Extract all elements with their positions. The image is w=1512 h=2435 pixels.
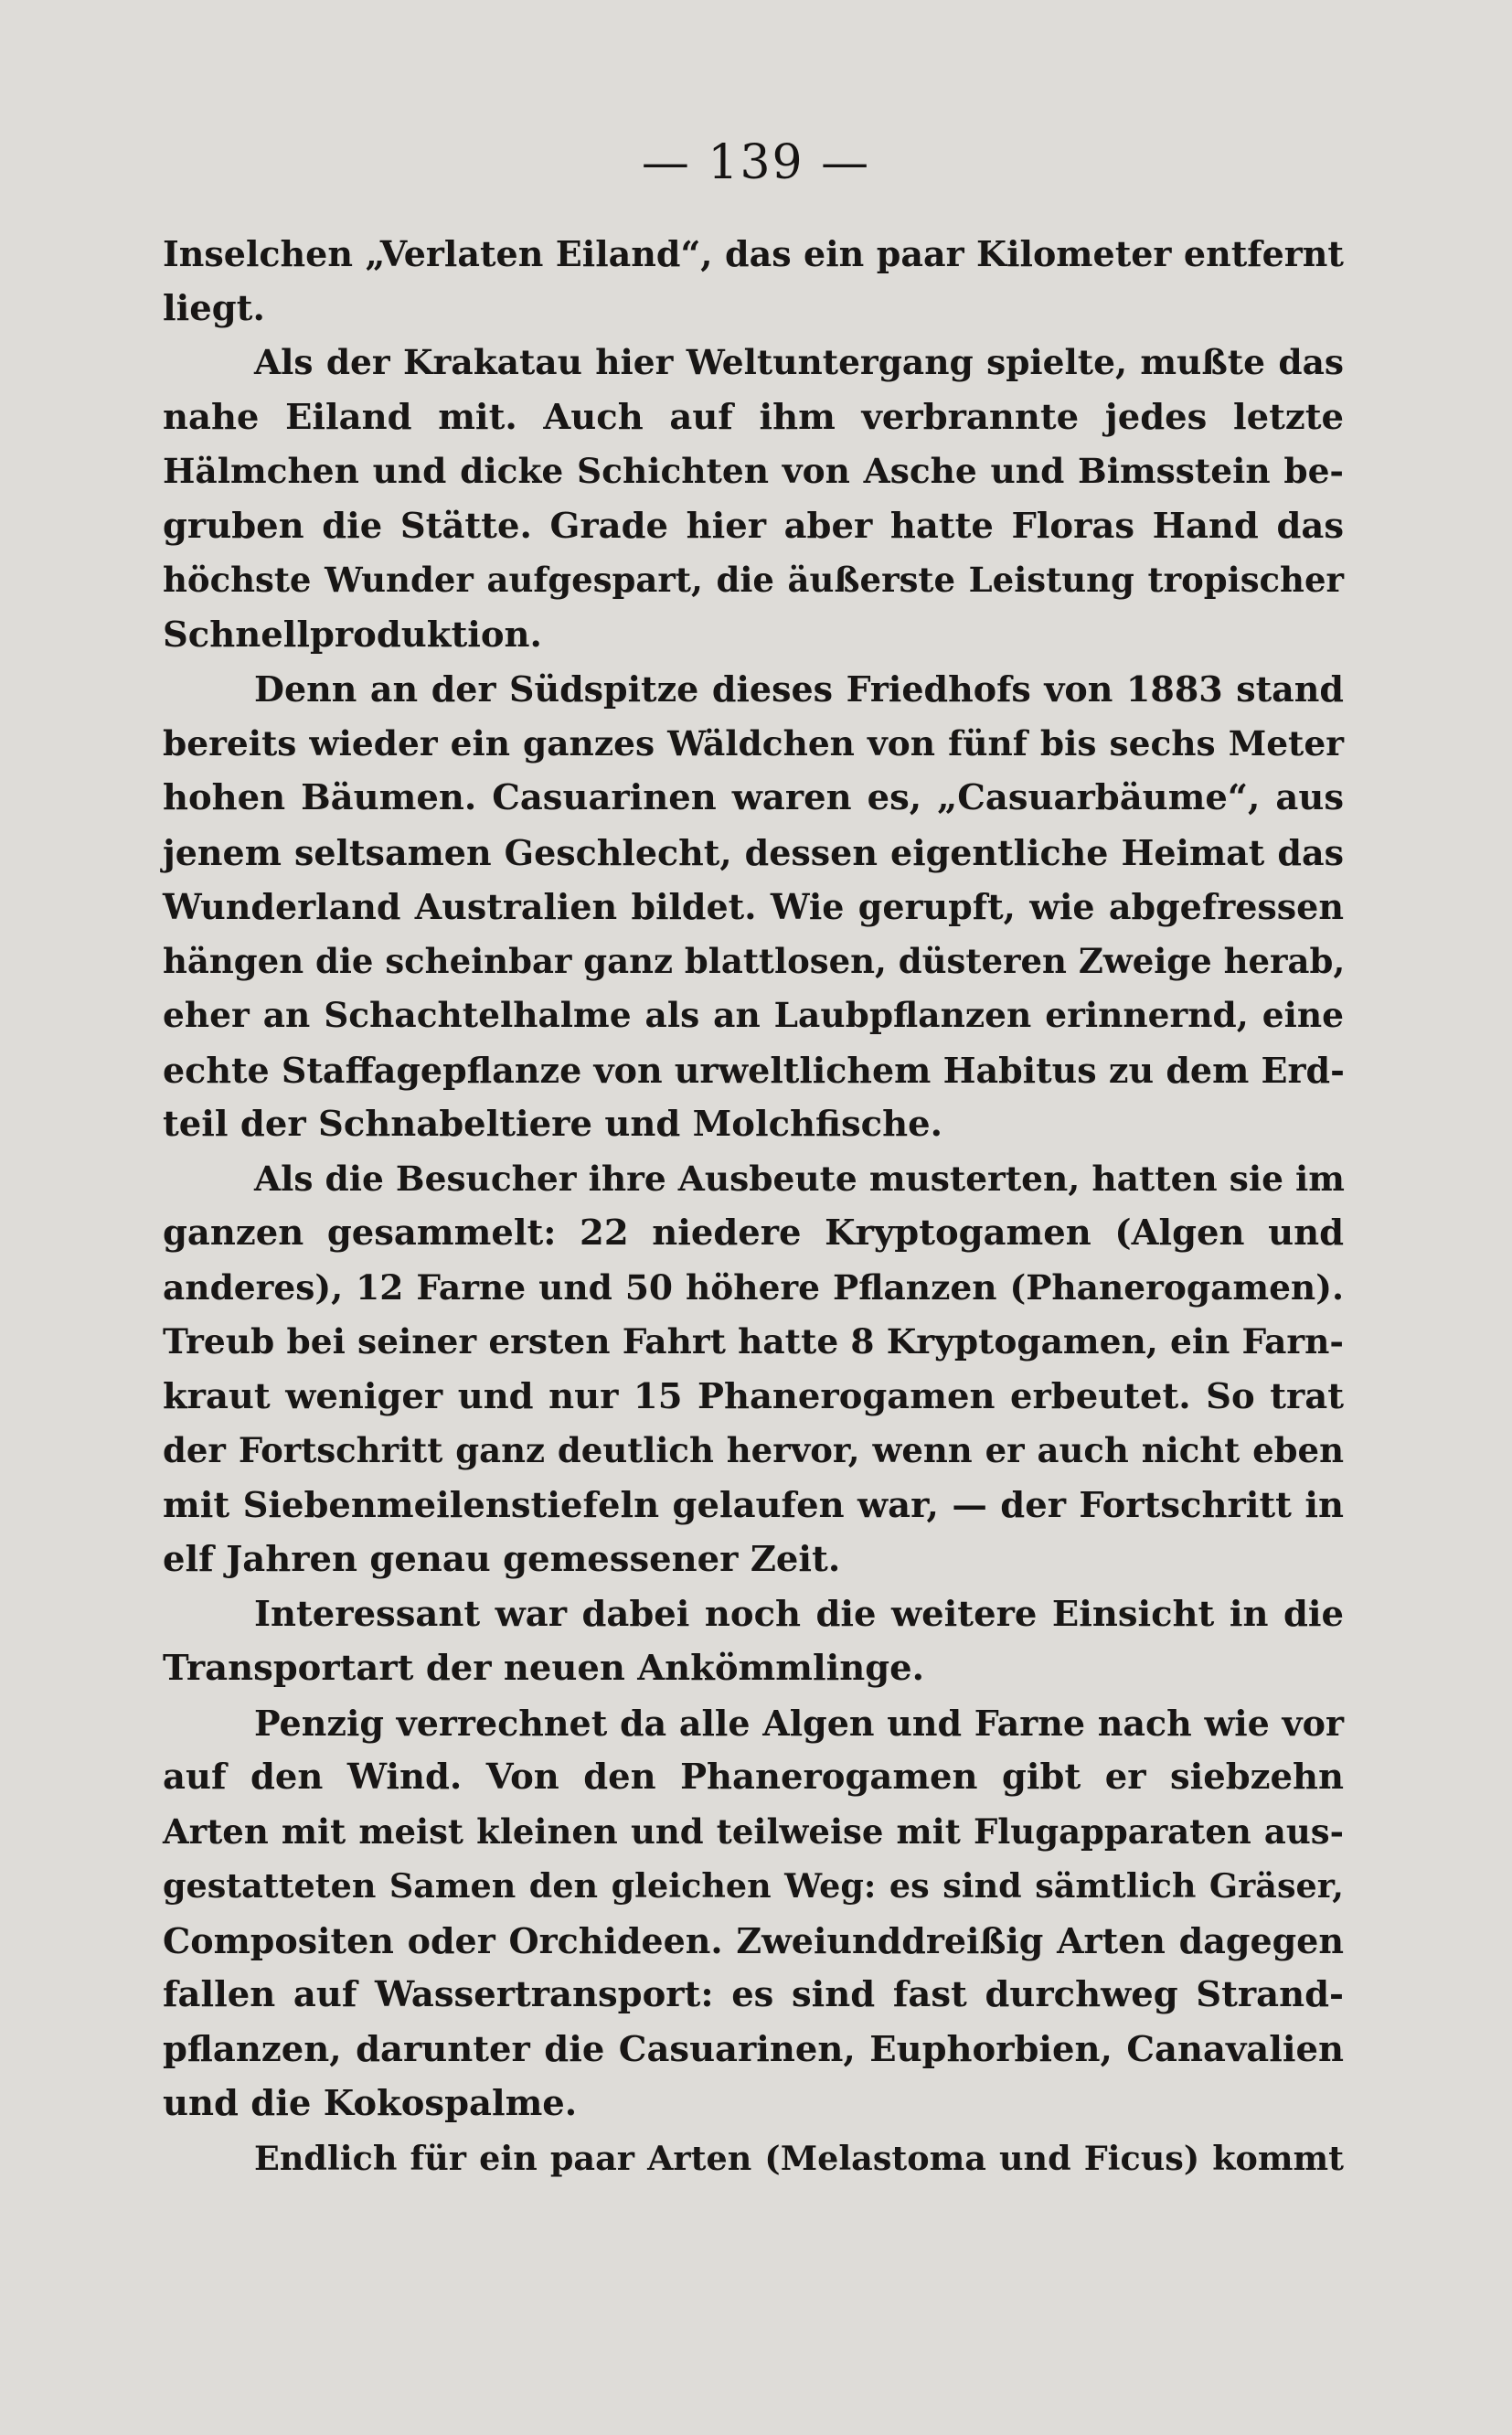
text-line: Als der Krakatau hier Weltuntergang spielte, mußte das (254, 342, 1344, 382)
text-line: nahe Eiland mit. Auch auf ihm verbrannte jedes letzte (163, 396, 1344, 438)
text-line: mit Siebenmeilenstiefeln gelaufen war, — der Fortschritt in (163, 1484, 1344, 1526)
text-line: und die Kokospalme. (163, 2083, 578, 2124)
text-line: Penzig verrechnet da alle Algen und Farne nach wie vor (254, 1702, 1344, 1744)
text-line: Hälmchen und dicke Schichten von Asche und Bimsstein be- (163, 451, 1344, 491)
text-line: Compositen oder Orchideen. Zweiunddreißig Arten dagegen (163, 1919, 1344, 1961)
body-text (163, 227, 1344, 2185)
text-line: Schnellproduktion. (163, 614, 542, 656)
text-line: Inselchen „Verlaten Eiland“, das ein paar Kilometer entfernt (163, 233, 1344, 274)
text-line: Denn an der Südspitze dieses Friedhofs von 1883 stand (254, 668, 1344, 710)
text-line: hohen Bäumen. Casuarinen waren es, „Casuarbäume“, aus (163, 777, 1344, 818)
text-line: fallen auf Wassertransport: es sind fast durchweg Strand- (163, 1974, 1344, 2015)
text-line: Endlich für ein paar Arten (Melastoma und Ficus) kommt (254, 2138, 1344, 2178)
text-line: kraut weniger und nur 15 Phanerogamen erbeutet. So trat (163, 1375, 1344, 1417)
text-line: anderes), 12 Farne und 50 höhere Pflanzen (Phanerogamen). (163, 1266, 1344, 1308)
text-line: bereits wieder ein ganzes Wäldchen von fünf bis sechs Meter (163, 722, 1344, 764)
text-line: der Fortschritt ganz deutlich hervor, wenn er auch nicht eben (163, 1430, 1344, 1470)
text-line: Arten mit meist kleinen und teilweise mit Flugapparaten aus- (163, 1810, 1344, 1852)
page-number: — 139 — (641, 135, 871, 190)
text-line: hängen die scheinbar ganz blattlosen, düsteren Zweige herab, (163, 940, 1346, 981)
text-line: Wunderland Australien bildet. Wie gerupft, wie abgefressen (163, 886, 1344, 927)
text-line: Treub bei seiner ersten Fahrt hatte 8 Kryptogamen, ein Farn- (163, 1321, 1344, 1362)
text-line: jenem seltsamen Geschlecht, dessen eigentliche Heimat das (163, 831, 1344, 873)
text-line: Als die Besucher ihre Ausbeute musterten, hatten sie im (254, 1158, 1345, 1199)
text-line: echte Staffagepflanze von urweltlichem Habitus zu dem Erd- (163, 1049, 1345, 1091)
text-line: liegt. (163, 287, 265, 329)
text-line: gruben die Stätte. Grade hier aber hatte Floras Hand das (163, 505, 1344, 547)
text-line: elf Jahren genau gemessener Zeit. (163, 1539, 841, 1580)
text-line: pflanzen, darunter die Casuarinen, Euphorbien, Canavalien (163, 2028, 1344, 2070)
text-line: Interessant war dabei noch die weitere Einsicht in die (254, 1593, 1344, 1635)
text-line: Transportart der neuen Ankömmlinge. (163, 1648, 925, 1689)
text-line: teil der Schnabeltiere und Molchfische. (163, 1104, 942, 1145)
text-line: ganzen gesammelt: 22 niedere Kryptogamen (Algen und (163, 1212, 1344, 1254)
text-line: gestatteten Samen den gleichen Weg: es sind sämtlich Gräser, (163, 1866, 1344, 1906)
text-line: höchste Wunder aufgespart, die äußerste Leistung tropischer (163, 560, 1344, 600)
text-line: auf den Wind. Von den Phanerogamen gibt er siebzehn (163, 1757, 1344, 1798)
text-line: eher an Schachtelhalme als an Laubpflanzen erinnernd, eine (163, 995, 1344, 1035)
